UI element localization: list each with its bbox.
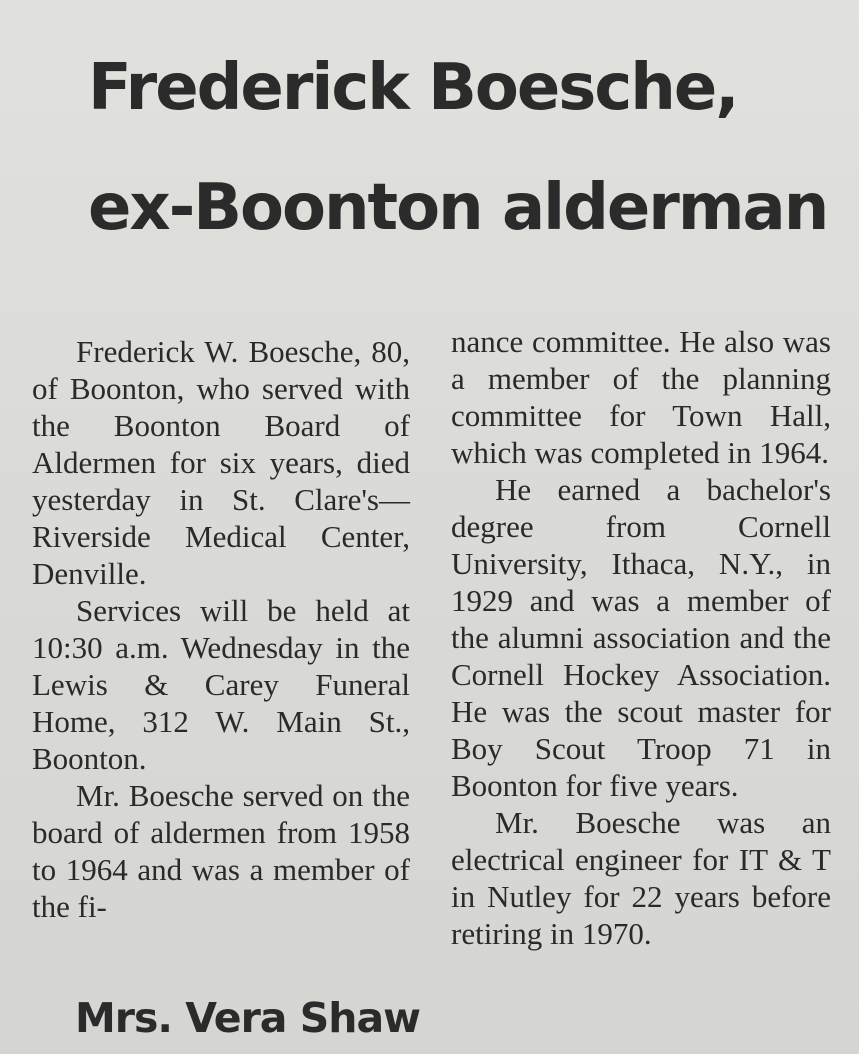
paragraph-education: He earned a bachelor's degree from Cornell University, Ithaca, N.Y., in 1929 and was a member of the alumni association and the Cornell Hockey Association. He was the scout master for Boy Scout Troop 71 in Boonton for five years.: [451, 472, 831, 803]
paragraph-lead: Frederick W. Boesche, 80, of Boonton, who served with the Boonton Board of Aldermen for six years, died yesterday in St. Clare's—Riverside Medical Center, Denville.: [32, 334, 410, 591]
paragraph-aldermen: Mr. Boesche served on the board of aldermen from 1958 to 1964 and was a member of the fi-: [32, 778, 410, 924]
article-headline: [40, 28, 840, 268]
paragraph-services: Services will be held at 10:30 a.m. Wednesday in the Lewis & Carey Funeral Home, 312 W. Main St., Boonton.: [32, 593, 410, 776]
paragraph-continued: nance committee. He also was a member of the planning committee for Town Hall, which was completed in 1964.: [451, 324, 831, 470]
paragraph-career: Mr. Boesche was an electrical engineer for IT & T in Nutley for 22 years before retiring in 1970.: [451, 805, 831, 951]
next-article-headline: Mrs. Vera Shaw: [75, 994, 420, 1042]
headline-line-2: ex-Boonton alderman: [88, 171, 828, 245]
article-column-left: [32, 333, 410, 925]
headline-line-1: Frederick Boesche,: [88, 51, 738, 125]
article-column-right: [451, 323, 831, 952]
